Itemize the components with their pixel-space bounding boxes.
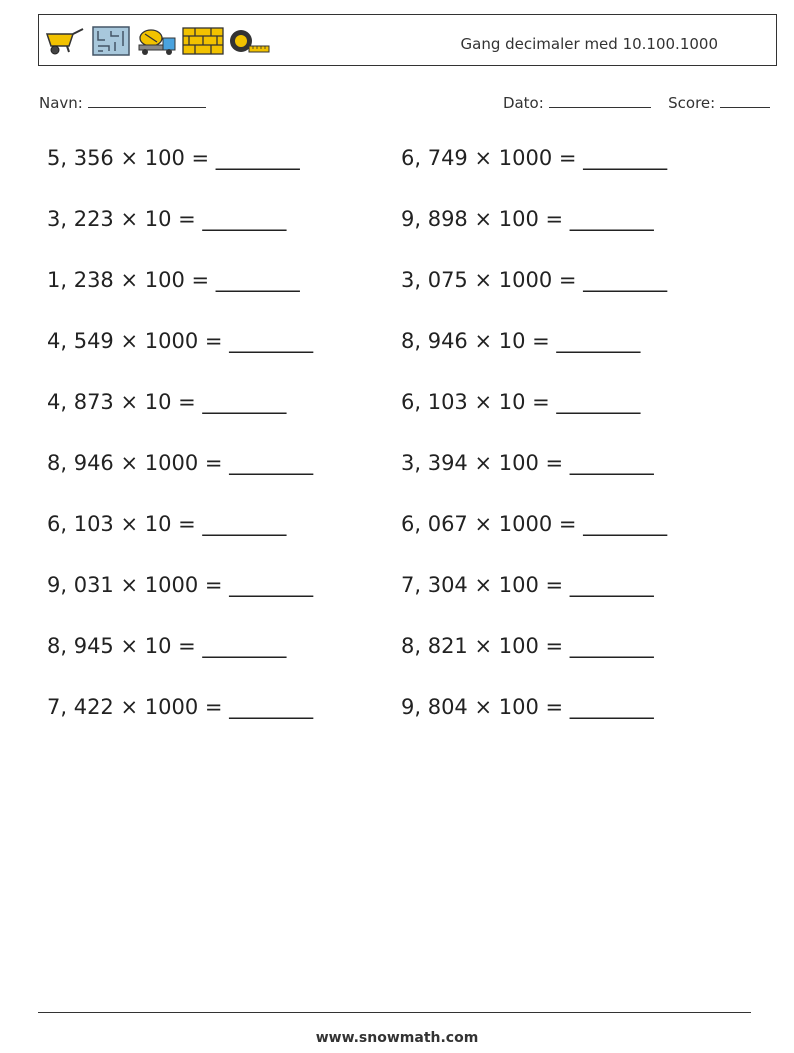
problem-item: 4, 549 × 1000 = ________ [47,329,314,353]
problem-row [47,329,767,365]
problem-item: 3, 394 × 100 = ________ [401,451,654,475]
problem-row [47,512,767,548]
cement-mixer-truck-icon [135,26,179,56]
problem-item: 8, 945 × 10 = ________ [47,634,287,658]
problem-item: 9, 898 × 100 = ________ [401,207,654,231]
problem-item: 8, 946 × 10 = ________ [401,329,641,353]
score-blank[interactable] [720,93,770,108]
problem-item: 6, 103 × 10 = ________ [401,390,641,414]
name-field [39,93,206,112]
brick-wall-icon [181,26,225,56]
footer-site: www.snowmath.com [315,1030,479,1046]
footer-divider [38,1012,751,1013]
date-label: Dato: [502,94,544,112]
name-label: Navn: [39,94,83,112]
problem-item: 6, 749 × 1000 = ________ [401,146,668,170]
problem-item: 1, 238 × 100 = ________ [47,268,300,292]
problem-item: 8, 946 × 1000 = ________ [47,451,314,475]
date-score-fields [503,93,770,112]
worksheet-header [38,14,777,66]
problem-item: 8, 821 × 100 = ________ [401,634,654,658]
tape-measure-icon [227,26,271,56]
problem-item: 7, 304 × 100 = ________ [401,573,654,597]
wheelbarrow-icon [43,26,87,56]
problem-item: 3, 075 × 1000 = ________ [401,268,668,292]
problem-row [47,695,767,731]
problem-row [47,634,767,670]
problem-row [47,573,767,609]
problem-row [47,390,767,426]
problem-item: 5, 356 × 100 = ________ [47,146,300,170]
name-blank[interactable] [88,93,206,108]
maze-icon [89,26,133,56]
problem-item: 6, 103 × 10 = ________ [47,512,287,536]
worksheet-title: Gang decimaler med 10.100.1000 [460,35,718,53]
problem-item: 4, 873 × 10 = ________ [47,390,287,414]
problem-row [47,207,767,243]
problem-item: 9, 031 × 1000 = ________ [47,573,314,597]
problem-item: 9, 804 × 100 = ________ [401,695,654,719]
problem-item: 3, 223 × 10 = ________ [47,207,287,231]
problem-item: 6, 067 × 1000 = ________ [401,512,668,536]
problem-row [47,146,767,182]
problem-row [47,268,767,304]
problem-row [47,451,767,487]
score-label: Score: [668,94,716,112]
problem-item: 7, 422 × 1000 = ________ [47,695,314,719]
date-blank[interactable] [549,93,651,108]
header-icons [43,25,273,57]
